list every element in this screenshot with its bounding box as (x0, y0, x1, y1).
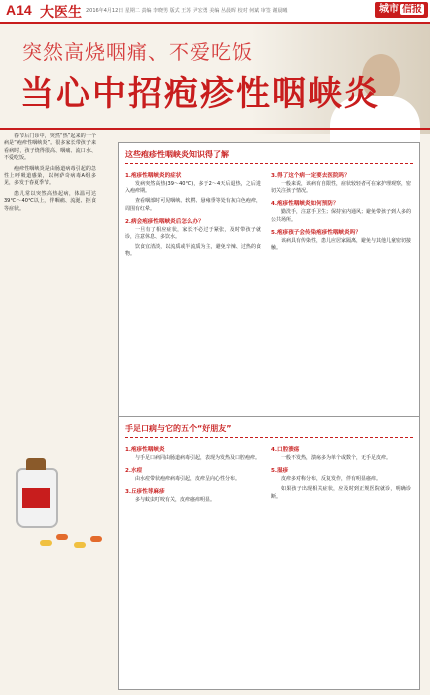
paragraph: 多与蚊虫叮咬有关，皮疹瘙痒明显。 (135, 497, 216, 504)
knowledge-box-title: 这些疱疹性咽峡炎知识得了解 (125, 150, 229, 159)
newspaper-logo: 城市 信报 (375, 2, 428, 18)
lead-paragraph: 疱疹性咽峡炎是由肠道病毒引起的急性上呼吸道感染，以柯萨奇病毒A组多见，多发于春夏季节。 (4, 165, 96, 187)
lead-column (4, 133, 96, 473)
subheading: 3.丘疹性荨麻疹 (125, 489, 165, 496)
article-headline: 当心中招疱疹性咽峡炎 (20, 74, 380, 114)
bottle-cap-icon (26, 458, 46, 470)
friends-box (118, 416, 420, 690)
bottle-label-icon (22, 488, 50, 508)
paragraph: 皮疹多对称分布，反复发作，伴有明显瘙痒。 (281, 476, 382, 483)
dateline: 2016年4月12日 星期二 责编 李晓男 版式 王苏 尹宏勇 美编 丛晨晖 校对 何斌 审签 谢晨曦 (86, 8, 288, 14)
page-number: A14 (6, 2, 32, 18)
lead-paragraph: 春节后门诊中，突然“热”起来的一个病是“疱疹性咽峡炎”。很多家长带孩子来看病时，孩子烧得很高、咽痛、流口水、不爱吃饭。 (4, 133, 96, 162)
paragraph: 由水痘带状疱疹病毒引起，皮疹呈向心性分布。 (135, 476, 241, 483)
subheading: 3.得了这个病一定要去医院吗？ (271, 173, 350, 179)
paragraph: 一旦有了相应症状，家长不必过于紧张，及时带孩子就诊，注意休息、多饮水。 (125, 226, 261, 241)
subheading: 5.湿疹 (271, 468, 289, 475)
subheading: 2.病会疱疹性咽峡炎后怎么办？ (125, 218, 204, 225)
lead-paragraph: 患儿常以突然高热起病，体温可达39℃～40℃以上，伴咽痛、流涎、拒食等症状。 (4, 190, 96, 212)
masthead (0, 0, 430, 24)
subheading: 2.水痘 (125, 468, 143, 475)
subheading: 1.疱疹性咽峡炎的症状 (125, 173, 182, 179)
paragraph: 如果孩子出现相关症状，应及时到正规医院就诊，明确诊断。 (271, 486, 411, 500)
paragraph: 饮食宜清淡，以流质或半流质为主，避免辛辣、过热的食物。 (125, 244, 261, 258)
friends-box-col-2 (271, 441, 411, 683)
subheading: 4.疱疹性咽峡炎如何预防？ (271, 201, 339, 208)
medicine-bottle-icon (16, 468, 58, 528)
paragraph: 查看咽部时可见咽峡、软腭、悬雍垂等处有灰白色疱疹，周围有红晕。 (125, 198, 261, 212)
subheading: 1.疱疹性咽峡炎 (125, 447, 165, 453)
paragraph: 勤洗手，注意手卫生；保持室内通风；避免带孩子到人多的公共场所。 (271, 209, 411, 223)
subheading: 5.疱疹孩子会传染疱疹性咽峡炎吗？ (271, 229, 361, 236)
friends-box-col-1 (125, 441, 261, 683)
paragraph: 一般不发热，溃疡多为单个或数个，无手足皮疹。 (281, 455, 392, 461)
pills-icon (40, 530, 110, 554)
section-title: 大医生 (40, 5, 82, 21)
paragraph: 与手足口病同由肠道病毒引起，表现为发热及口腔疱疹。 (135, 455, 261, 461)
article-kicker: 突然高烧咽痛、不爱吃饭 (22, 40, 253, 64)
paragraph: 该病具有传染性，患儿应居家隔离，避免与其他儿童密切接触。 (271, 237, 411, 252)
paragraph: 发病突然高热(39～40℃)，多于2～4天后退热，之后进入疱疹期。 (125, 181, 261, 195)
paragraph: 一般来说，该病有自限性，症状较轻者可在家护理观察，密切关注孩子情况。 (271, 181, 411, 195)
friends-box-title: 手足口病与它的五个“好朋友” (125, 424, 232, 433)
divider (0, 128, 430, 130)
subheading: 4.口腔溃疡 (271, 447, 300, 453)
